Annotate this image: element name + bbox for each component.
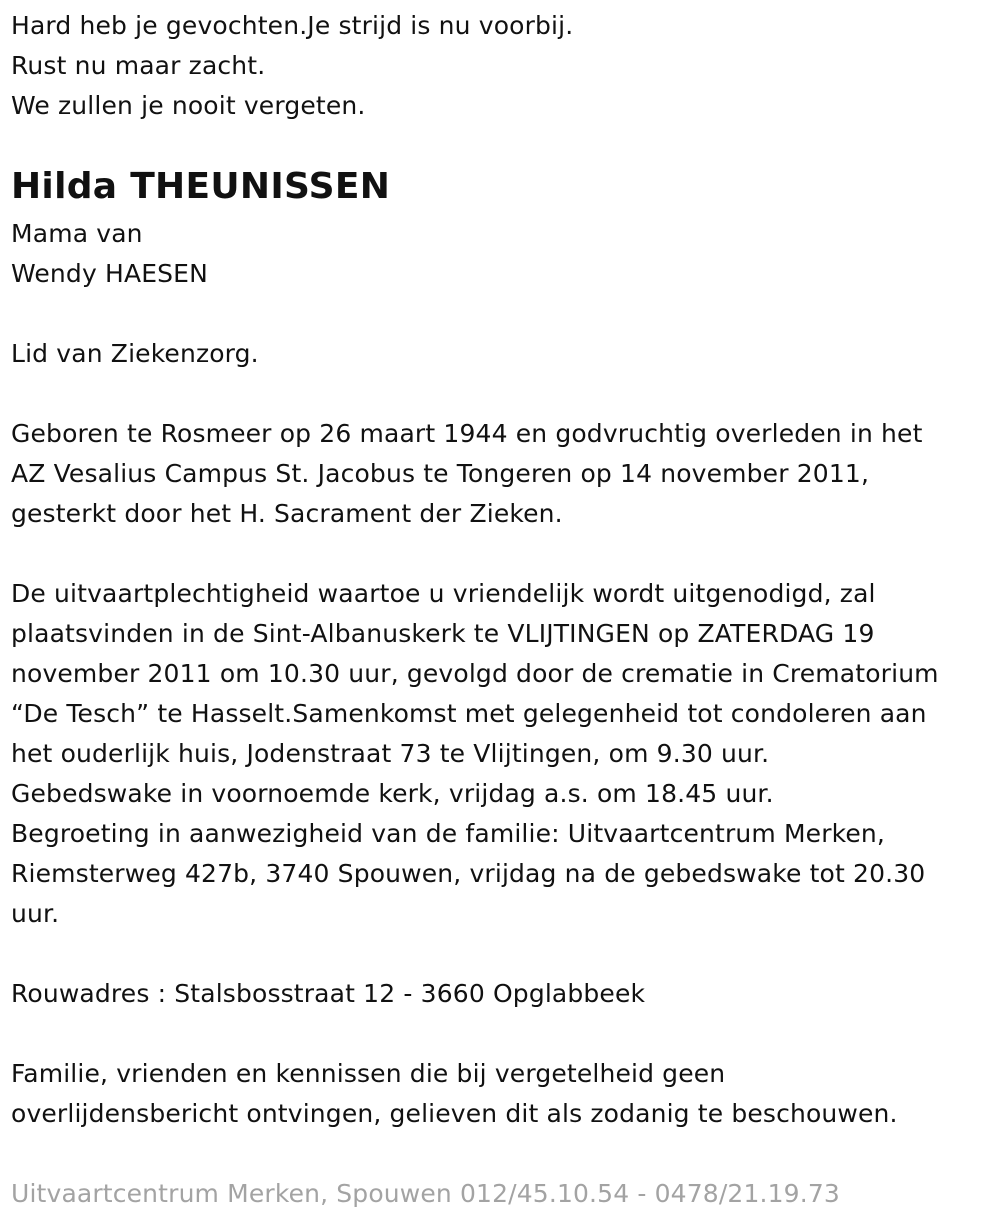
birth-death-info [11,414,923,534]
membership-line: Lid van Ziekenzorg. [11,339,259,368]
poem-line: Rust nu maar zacht. [11,51,266,80]
ceremony-line: Begroeting in aanwezigheid van de familie: Uitvaartcentrum Merken, [11,819,885,848]
ceremony-line: “De Tesch” te Hasselt.Samenkomst met gelegenheid tot condoleren aan [11,699,927,728]
ceremony-line: De uitvaartplechtigheid waartoe u vriendelijk wordt uitgenodigd, zal [11,579,876,608]
ceremony-info [11,574,939,934]
mourning-address-line: Rouwadres : Stalsbosstraat 12 - 3660 Opglabbeek [11,979,646,1008]
relation-line: Mama van [11,219,143,248]
membership [11,334,259,374]
ceremony-line: plaatsvinden in de Sint-Albanuskerk te VLIJTINGEN op ZATERDAG 19 [11,619,875,648]
funeral-home-footer [11,1174,840,1214]
birth-death-line: gesterkt door het H. Sacrament der Zieken. [11,499,563,528]
notice [11,1054,898,1134]
deceased-name: Hilda THEUNISSEN [11,166,391,207]
birth-death-line: AZ Vesalius Campus St. Jacobus te Tongeren op 14 november 2011, [11,459,870,488]
relation [11,214,208,294]
footer-line: Uitvaartcentrum Merken, Spouwen 012/45.10.54 - 0478/21.19.73 [11,1179,840,1208]
notice-line: Familie, vrienden en kennissen die bij vergetelheid geen [11,1059,726,1088]
ceremony-line: Riemsterweg 427b, 3740 Spouwen, vrijdag na de gebedswake tot 20.30 [11,859,926,888]
poem-line: We zullen je nooit vergeten. [11,91,366,120]
poem-line: Hard heb je gevochten.Je strijd is nu voorbij. [11,11,574,40]
ceremony-line: november 2011 om 10.30 uur, gevolgd door de crematie in Crematorium [11,659,939,688]
relation-line: Wendy HAESEN [11,259,208,288]
ceremony-line: uur. [11,899,60,928]
mourning-address [11,974,645,1014]
notice-line: overlijdensbericht ontvingen, gelieven dit als zodanig te beschouwen. [11,1099,898,1128]
ceremony-line: het ouderlijk huis, Jodenstraat 73 te Vlijtingen, om 9.30 uur. [11,739,770,768]
birth-death-line: Geboren te Rosmeer op 26 maart 1944 en godvruchtig overleden in het [11,419,923,448]
poem [11,6,573,126]
ceremony-line: Gebedswake in voornoemde kerk, vrijdag a.s. om 18.45 uur. [11,779,774,808]
